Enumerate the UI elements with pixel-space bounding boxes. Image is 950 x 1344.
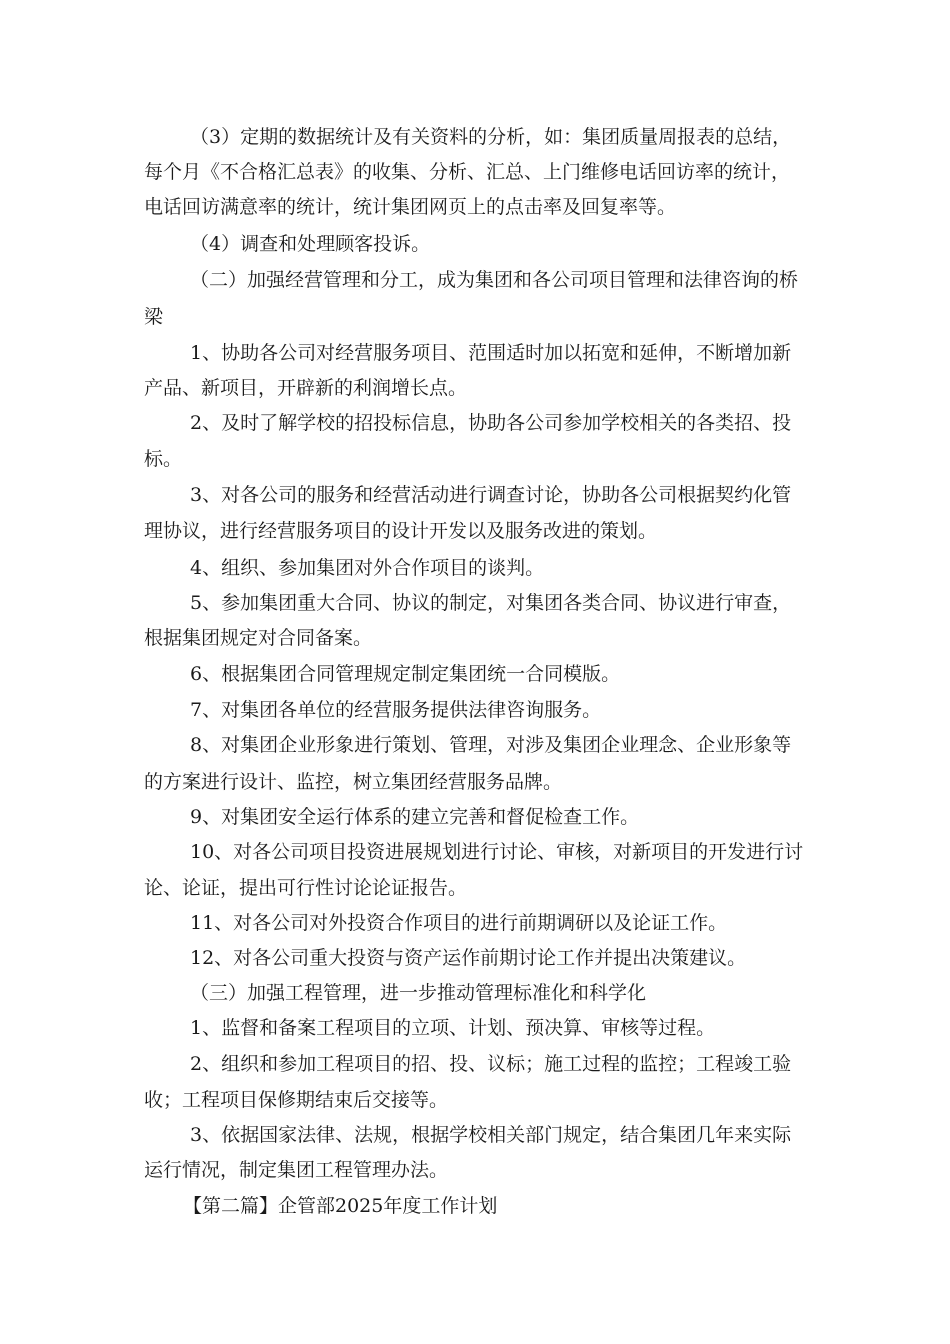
list-item-1-cont: 产品、新项目，开辟新的利润增长点。 [144,377,468,399]
paragraph-item-3-cont-2: 电话回访满意率的统计，统计集团网页上的点击率及回复率等。 [144,196,677,218]
list-item-3: 3、对各公司的服务和经营活动进行调查讨论，协助各公司根据契约化管 [190,484,792,506]
list-item-11: 11、对各公司对外投资合作项目的进行前期调研以及论证工作。 [190,912,728,934]
list-item-8: 8、对集团企业形象进行策划、管理，对涉及集团企业理念、企业形象等 [190,734,792,756]
list-item-1: 1、协助各公司对经营服务项目、范围适时加以拓宽和延伸，不断增加新 [190,342,792,364]
section-heading-3: （三）加强工程管理，进一步推动管理标准化和科学化 [190,982,647,1004]
eng-item-2: 2、组织和参加工程项目的招、投、议标；施工过程的监控；工程竣工验 [190,1053,792,1075]
list-item-5: 5、参加集团重大合同、协议的制定，对集团各类合同、协议进行审查， [190,592,792,614]
paragraph-item-4: （4）调查和处理顾客投诉。 [190,233,431,255]
list-item-7: 7、对集团各单位的经营服务提供法律咨询服务。 [190,699,602,721]
eng-item-3-cont: 运行情况，制定集团工程管理办法。 [144,1159,449,1181]
paragraph-item-3: （3）定期的数据统计及有关资料的分析，如：集团质量周报表的总结， [190,126,792,148]
list-item-5-cont: 根据集团规定对合同备案。 [144,627,373,649]
paragraph-item-3-cont-1: 每个月《不合格汇总表》的收集、分析、汇总、上门维修电话回访率的统计， [144,161,791,183]
list-item-10-cont: 论、论证，提出可行性讨论论证报告。 [144,877,468,899]
list-item-4: 4、组织、参加集团对外合作项目的谈判。 [190,557,545,579]
eng-item-1: 1、监督和备案工程项目的立项、计划、预决算、审核等过程。 [190,1017,716,1039]
list-item-8-cont: 的方案进行设计、监控，树立集团经营服务品牌。 [144,771,563,793]
eng-item-2-cont: 收；工程项目保修期结束后交接等。 [144,1089,449,1111]
eng-item-3: 3、依据国家法律、法规，根据学校相关部门规定，结合集团几年来实际 [190,1124,792,1146]
chapter-title: 【第二篇】企管部2025年度工作计划 [183,1195,498,1217]
list-item-12: 12、对各公司重大投资与资产运作前期讨论工作并提出决策建议。 [190,947,747,969]
list-item-6: 6、根据集团合同管理规定制定集团统一合同模版。 [190,663,621,685]
section-heading-2-cont: 梁 [144,306,164,328]
section-heading-2: （二）加强经营管理和分工，成为集团和各公司项目管理和法律咨询的桥 [190,269,799,291]
list-item-2: 2、及时了解学校的招投标信息，协助各公司参加学校相关的各类招、投 [190,412,792,434]
list-item-9: 9、对集团安全运行体系的建立完善和督促检查工作。 [190,806,640,828]
list-item-3-cont: 理协议，进行经营服务项目的设计开发以及服务改进的策划。 [144,520,658,542]
list-item-2-cont: 标。 [144,448,183,470]
list-item-10: 10、对各公司项目投资进展规划进行讨论、审核，对新项目的开发进行讨 [190,841,804,863]
